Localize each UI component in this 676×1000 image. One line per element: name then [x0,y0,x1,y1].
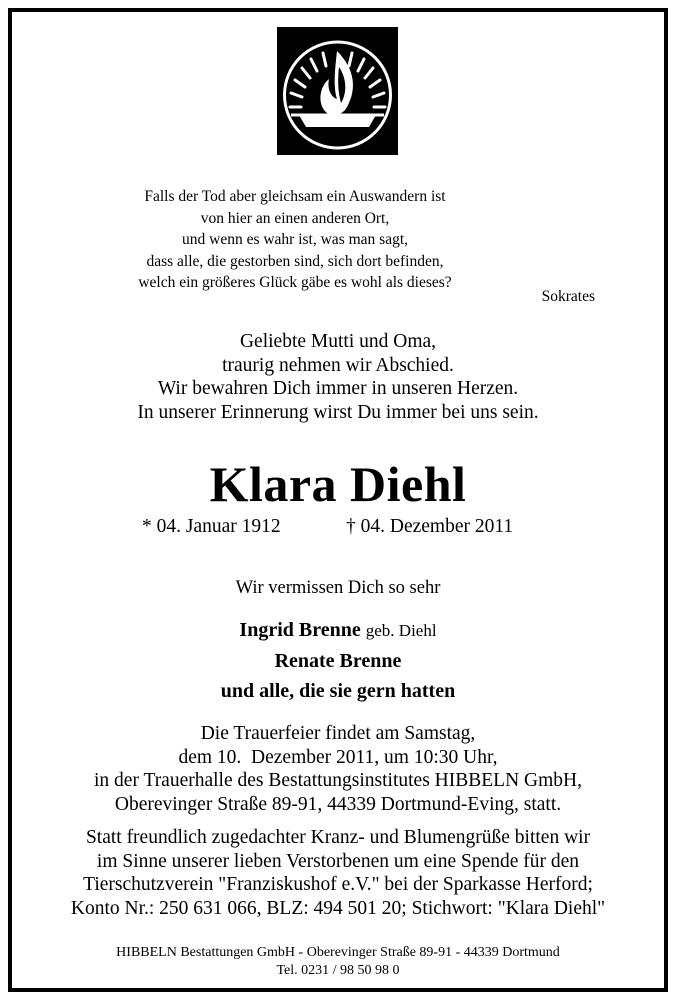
quote-line: welch ein größeres Glück gäbe es wohl als dieses? [138,274,452,291]
donation-line: Konto Nr.: 250 631 066, BLZ: 494 501 20; Stichwort: "Klara Diehl" [70,897,606,919]
farewell-text [40,330,636,424]
farewell-line: traurig nehmen wir Abschied. [222,354,454,376]
eternal-flame-emblem-icon [277,27,398,155]
donation-line: im Sinne unserer lieben Verstorbenen um eine Spende für den [96,850,580,872]
mourner-1-name: Ingrid Brenne [239,619,361,641]
ceremony-line: Die Trauerfeier findet am Samstag, [200,723,476,744]
footer-address: HIBBELN Bestattungen GmbH - Oberevinger Straße 89-91 - 44339 Dortmund [116,945,560,960]
funeral-home-footer [0,944,676,980]
ceremony-line: Oberevinger Straße 89-91, 44339 Dortmund-Eving, statt. [114,793,562,815]
farewell-line: Geliebte Mutti und Oma, [239,331,437,352]
mourner-3 [0,676,676,706]
birth-date: * 04. Januar 1912 [142,516,281,537]
quote-line: Falls der Tod aber gleichsam ein Auswandern ist [144,188,446,205]
deceased-name: Klara Diehl [209,456,467,512]
ceremony-line: in der Trauerhalle des Bestattungsinstitutes HIBBELN GmbH, [94,770,582,791]
quote-text [60,186,530,294]
ceremony-info [20,722,656,816]
mourner-1-note: geb. Diehl [365,621,437,640]
miss-line: Wir vermissen Dich so sehr [235,578,441,598]
quote-author: Sokrates [541,288,595,305]
ceremony-line: dem 10. Dezember 2011, um 10:30 Uhr, [178,746,498,768]
donation-line: Statt freundlich zugedachter Kranz- und Blumengrüße bitten wir [85,827,591,848]
quote-line: dass alle, die gestorben sind, sich dort befinden, [146,252,444,270]
mourner-2-name: Renate Brenne [274,650,402,672]
mourner-1 [0,615,676,646]
quote-line: von hier an einen anderen Ort, [200,209,390,227]
farewell-line: In unserer Erinnerung wirst Du immer bei uns sein. [137,401,539,423]
donation-info [10,826,666,920]
farewell-line: Wir bewahren Dich immer in unseren Herzen. [157,378,519,399]
mourner-2 [0,646,676,676]
quote-line: und wenn es wahr ist, was man sagt, [182,231,408,248]
donation-line: Tierschutzverein "Franziskushof e.V." bei der Sparkasse Herford; [83,874,593,895]
footer-phone: Tel. 0231 / 98 50 98 0 [276,963,400,978]
mourners-list [0,615,676,706]
death-date: † 04. Dezember 2011 [346,516,514,537]
mourner-3-name: und alle, die sie gern hatten [220,680,456,702]
